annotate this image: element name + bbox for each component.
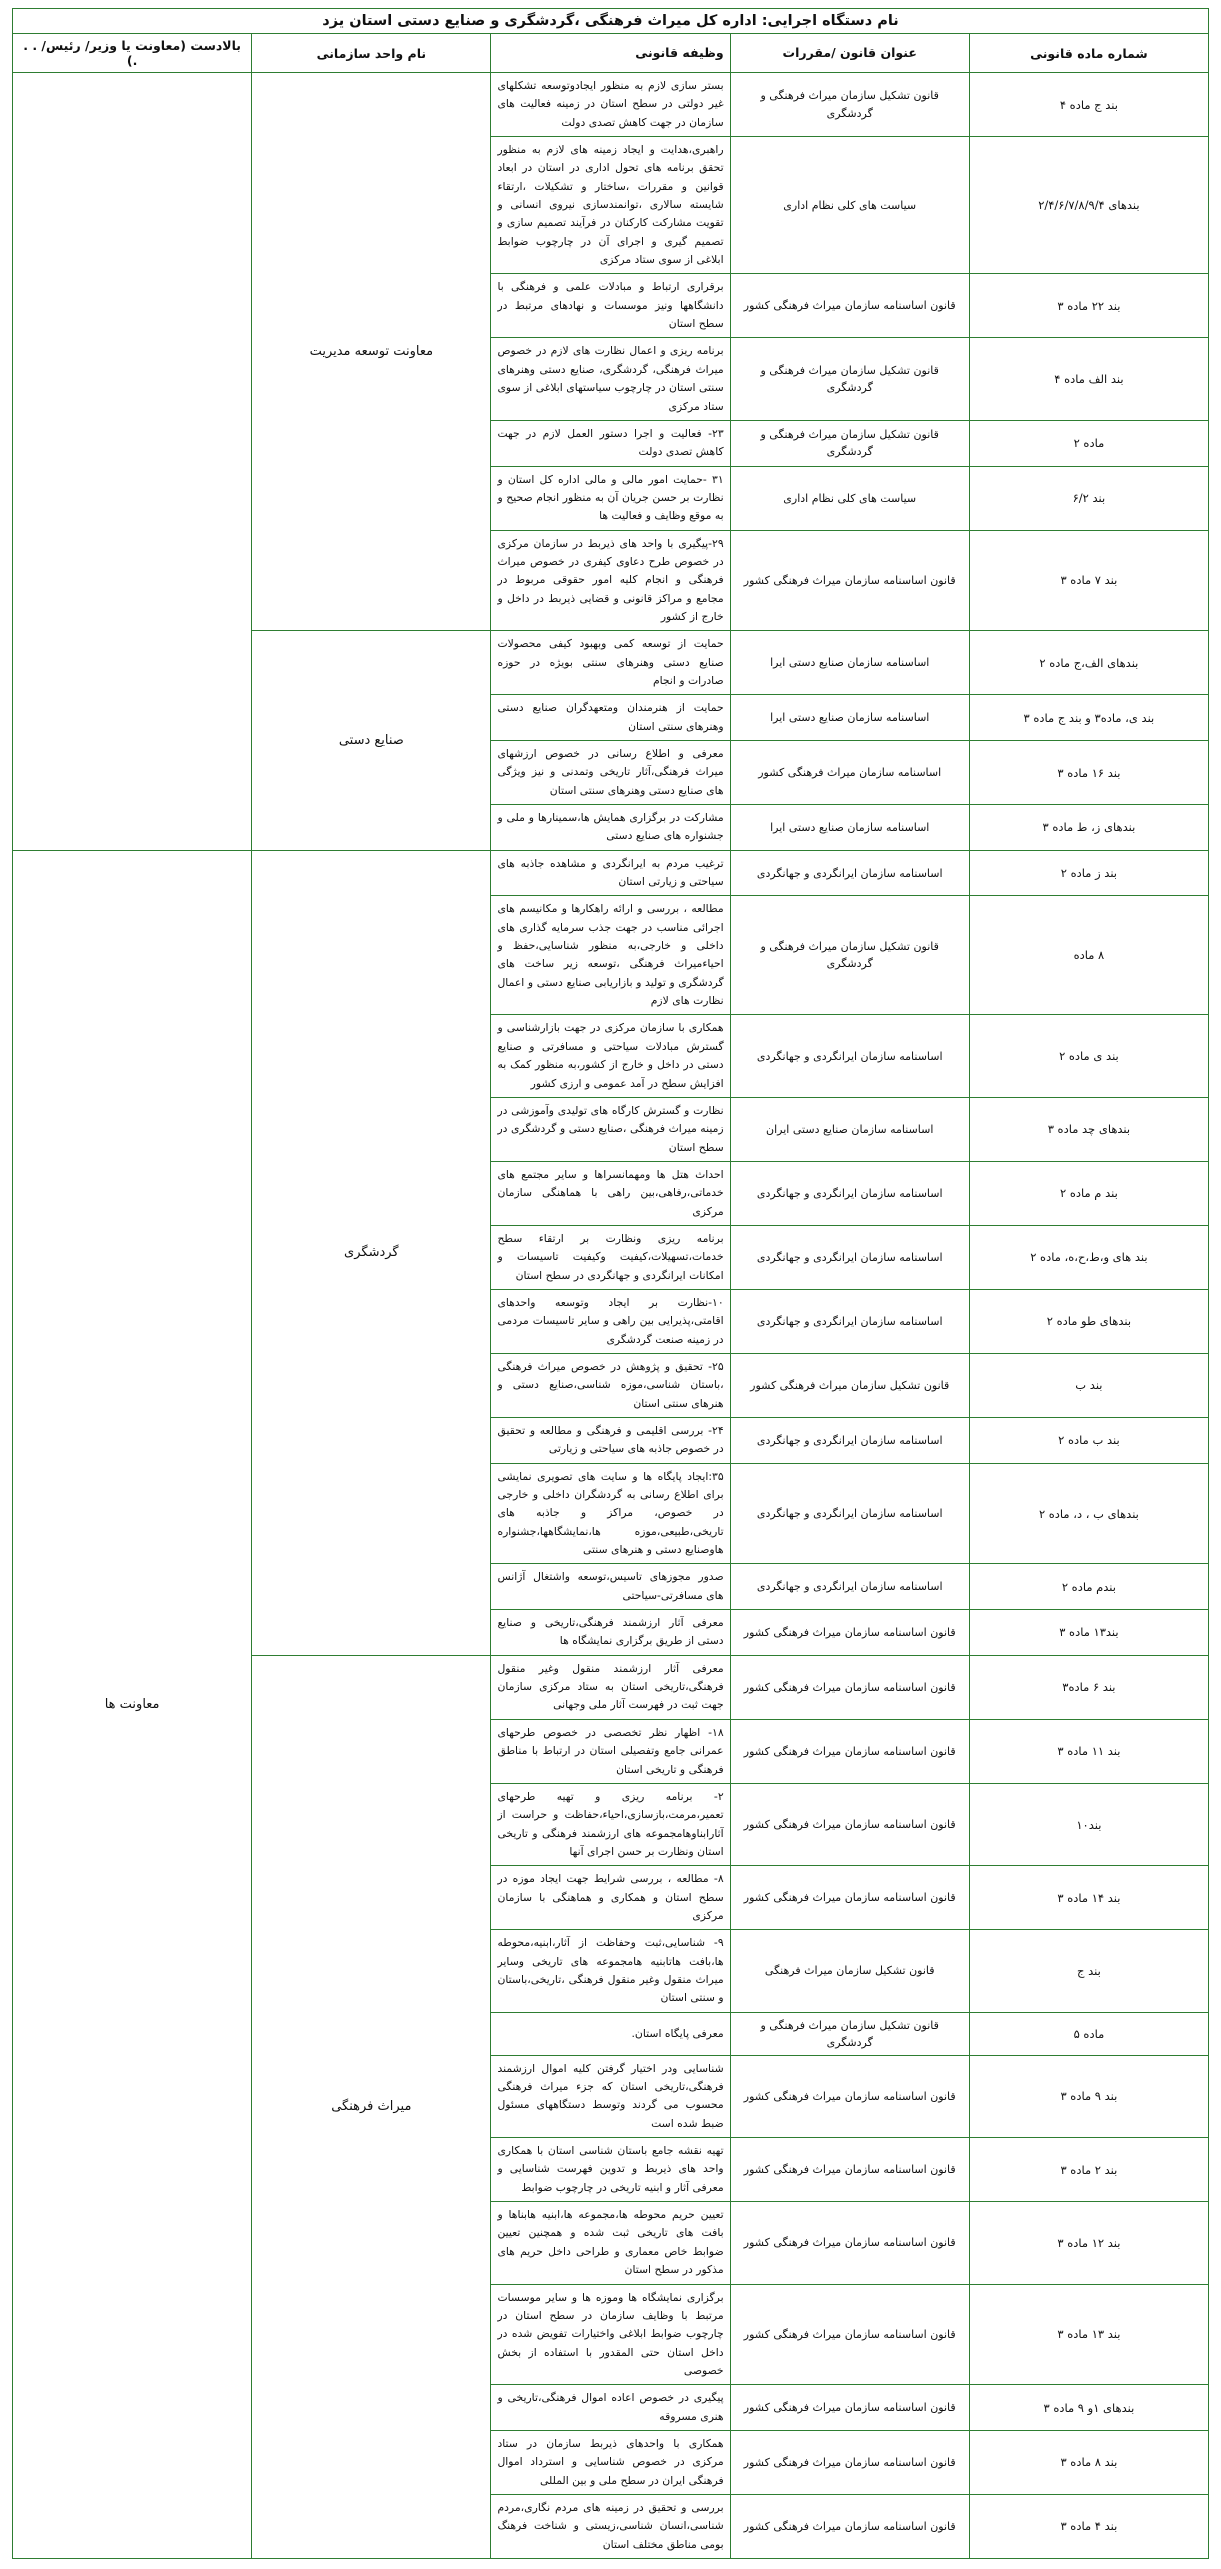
column-header-law-name: عنوان قانون /مقررات — [730, 34, 969, 73]
document-title-row — [13, 9, 1209, 34]
cell-duty: معرفی پایگاه استان. — [491, 2012, 730, 2055]
cell-law-name: قانون اساسنامه سازمان میراث فرهنگی کشور — [730, 1655, 969, 1719]
column-header-duty: وظیفه قانونی — [491, 34, 730, 73]
cell-law-name: اساسنامه سازمان صنایع دستی ایرا — [730, 695, 969, 741]
cell-duty: همکاری با واحدهای ذیربط سازمان در ستاد مرکزی در خصوص شناسایی و استرداد اموال فرهنگی ایران در سطح ملی و بین المللی — [491, 2430, 730, 2494]
cell-law-name: قانون اساسنامه سازمان میراث فرهنگی کشور — [730, 530, 969, 631]
cell-law-name: قانون تشکیل سازمان میراث فرهنگی کشور — [730, 1353, 969, 1417]
cell-law-number: بند ۲۲ ماده ۳ — [969, 274, 1208, 338]
cell-law-number: بند ۱۳ ماده ۳ — [969, 2284, 1208, 2385]
cell-duty: مشارکت در برگزاری همایش ها،سمینارها و ملی و جشنواره های صنایع دستی — [491, 805, 730, 851]
cell-duty: ۲۵- تحقیق و پژوهش در خصوص میراث فرهنگی ،باستان شناسی،موزه شناسی،صنایع دستی و هنرهای سنتی استان — [491, 1353, 730, 1417]
cell-duty: برنامه ریزی ونظارت بر ارتقاء سطح خدمات،تسهیلات،کیفیت وکیفیت تاسیسات و امکانات ایرانگردی و جهانگردی در سطح استان — [491, 1225, 730, 1289]
cell-law-number: بندهای ب ، د، ماده ۲ — [969, 1463, 1208, 1564]
column-header-unit: نام واحد سازمانی — [252, 34, 491, 73]
cell-law-number: بندم ماده ۲ — [969, 1564, 1208, 1610]
cell-law-name: سیاست های کلی نظام اداری — [730, 137, 969, 274]
cell-law-name: اساسنامه سازمان ایرانگردی و جهانگردی — [730, 1015, 969, 1097]
cell-law-name: قانون اساسنامه سازمان میراث فرهنگی کشور — [730, 2055, 969, 2137]
cell-unit-name: گردشگری — [252, 850, 491, 1655]
cell-duty: تعیین حریم محوطه ها،مجموعه ها،ابنیه هابناها و بافت های تاریخی ثبت شده و همچنین تعیین ضوابط خاص معماری و طراحی داخل حریم های مذکور در سطح استان — [491, 2202, 730, 2284]
cell-law-name: قانون اساسنامه سازمان میراث فرهنگی کشور — [730, 2385, 969, 2431]
cell-duty: راهبری،هدایت و ایجاد زمینه های لازم به منظور تحقق برنامه های تحول اداری در استان در ابعاد قوانین و مقررات ،ساختار و تشکیلات ،ارتقاء شایسته سالاری ،توانمندسازی نیروی انسانی و تقویت مشارکت کارکنان در فرآیند تصمیم سازی و تصمیم گیری و اجرای آن در چارچوب ضوابط ابلاغی از سوی ستاد مرکزی — [491, 137, 730, 274]
cell-top-level: معاونت ها — [13, 850, 252, 2558]
cell-law-number: بند ۱۴ ماده ۳ — [969, 1866, 1208, 1930]
cell-law-name: اساسنامه سازمان ایرانگردی و جهانگردی — [730, 850, 969, 896]
cell-duty: معرفی آثار ارزشمند منقول وغیر منقول فرهنگی،تاریخی استان به ستاد مرکزی سازمان جهت ثبت در فهرست آثار ملی وجهانی — [491, 1655, 730, 1719]
cell-law-number: بند۱۳ ماده ۳ — [969, 1610, 1208, 1656]
cell-duty: پیگیری در خصوص اعاده اموال فرهنگی،تاریخی و هنری مسروقه — [491, 2385, 730, 2431]
cell-law-number: بند ۶/۲ — [969, 466, 1208, 530]
cell-law-name: قانون اساسنامه سازمان میراث فرهنگی کشور — [730, 1719, 969, 1783]
cell-duty: برگزاری نمایشگاه ها وموزه ها و سایر موسسات مرتبط با وظایف سازمان در سطح استان در چارچوب ضوابط ابلاغی واختیارات تفویض شده در داخل استان حتی المقدور با استفاده از بخش خصوصی — [491, 2284, 730, 2385]
cell-duty: تهیه نقشه جامع باستان شناسی استان با همکاری واحد های ذیربط و تدوین فهرست شناسایی و معرفی آثار و ابنیه تاریخی در چارچوب ضوابط — [491, 2138, 730, 2202]
cell-law-number: بند ۴ ماده ۳ — [969, 2494, 1208, 2558]
cell-law-number: ماده ۵ — [969, 2012, 1208, 2055]
cell-law-number: بند ۱۱ ماده ۳ — [969, 1719, 1208, 1783]
cell-law-name: قانون تشکیل سازمان میراث فرهنگی و گردشگری — [730, 2012, 969, 2055]
cell-law-number: بندهای ز، ط ماده ۳ — [969, 805, 1208, 851]
cell-law-number: بند ۷ ماده ۳ — [969, 530, 1208, 631]
cell-duty: ۳۵:ایجاد پایگاه ها و سایت های تصویری نمایشی برای اطلاع رسانی به گردشگران داخلی و خارجی در خصوص، مراکز و جاذبه های تاریخی،طبیعی،موزه ها،نمایشگاهها،جشنواره هاوصنایع دستی و هنرهای سنتی — [491, 1463, 730, 1564]
cell-law-name: قانون اساسنامه سازمان میراث فرهنگی کشور — [730, 1866, 969, 1930]
cell-law-number: بند ی، ماده۳ و بند ج ماده ۳ — [969, 695, 1208, 741]
cell-law-name: اساسنامه سازمان ایرانگردی و جهانگردی — [730, 1225, 969, 1289]
cell-law-number: بند ز ماده ۲ — [969, 850, 1208, 896]
cell-law-number: بند ۹ ماده ۳ — [969, 2055, 1208, 2137]
cell-duty: نظارت و گسترش کارگاه های تولیدی وآموزشی در زمینه میراث فرهنگی ،صنایع دستی و گردشگری در سطح استان — [491, 1097, 730, 1161]
cell-law-name: قانون تشکیل سازمان میراث فرهنگی و گردشگری — [730, 896, 969, 1015]
cell-duty: برقراری ارتباط و مبادلات علمی و فرهنگی با دانشگاهها ونیز موسسات و نهادهای مرتبط در سطح استان — [491, 274, 730, 338]
legal-duties-table — [12, 8, 1209, 2559]
cell-duty: ۹- شناسایی،ثبت وحفاظت از آثار،ابنیه،محوطه ها،بافت هاتابنیه هامجموعه های تاریخی وسایر میراث منقول وغیر منقول فرهنگی ،تاریخی،باستان و سنتی استان — [491, 1930, 730, 2012]
cell-law-number: بند ۱۲ ماده ۳ — [969, 2202, 1208, 2284]
cell-duty: ۳۱ -حمایت امور مالی و مالی اداره کل استان و نظارت بر حسن جریان آن به منظور انجام صحیح و به موقع وظایف و فعالیت ها — [491, 466, 730, 530]
cell-duty: حمایت از هنرمندان ومتعهدگران صنایع دستی وهنرهای سنتی استان — [491, 695, 730, 741]
cell-law-name: اساسنامه سازمان میراث فرهنگی کشور — [730, 741, 969, 805]
cell-duty: احداث هتل ها ومهمانسراها و سایر مجتمع های خدماتی،رفاهی،بین راهی با هماهنگی سازمان مرکزی — [491, 1161, 730, 1225]
table-header-row — [13, 34, 1209, 73]
cell-law-number: بندهای ۱و ۹ ماده ۳ — [969, 2385, 1208, 2431]
cell-law-number: بند های و،ط،ح،ه، ماده ۲ — [969, 1225, 1208, 1289]
cell-duty: ۱۰-نظارت بر ایجاد وتوسعه واحدهای اقامتی،پذیرایی بین راهی و سایر تاسیسات مردمی در زمینه صنعت گردشگری — [491, 1289, 730, 1353]
cell-duty: صدور مجوزهای تاسیس،توسعه واشتغال آژانس های مسافرتی-سیاحتی — [491, 1564, 730, 1610]
cell-duty: معرفی و اطلاع رسانی در خصوص ارزشهای میراث فرهنگی،آثار تاریخی وتمدنی و نیز ویژگی های صنایع دستی وهنرهای سنتی استان — [491, 741, 730, 805]
cell-law-number: بندهای ۲/۴/۶/۷/۸/۹/۴ — [969, 137, 1208, 274]
cell-law-number: بندهای الف،ج ماده ۲ — [969, 631, 1208, 695]
cell-law-number: بند ۸ ماده ۳ — [969, 2430, 1208, 2494]
table-row — [13, 73, 1209, 137]
cell-law-number: بند ب — [969, 1353, 1208, 1417]
cell-law-name: قانون اساسنامه سازمان میراث فرهنگی کشور — [730, 2430, 969, 2494]
column-header-top-level: بالادست (معاونت یا وزیر/ رئیس/ . . .) — [13, 34, 252, 73]
cell-law-name: قانون اساسنامه سازمان میراث فرهنگی کشور — [730, 1783, 969, 1865]
cell-law-number: بند ۶ ماده۳ — [969, 1655, 1208, 1719]
cell-law-name: قانون اساسنامه سازمان میراث فرهنگی کشور — [730, 1610, 969, 1656]
cell-unit-name: میراث فرهنگی — [252, 1655, 491, 2558]
cell-duty: همکاری با سازمان مرکزی در جهت بازارشناسی و گسترش مبادلات سیاحتی و مسافرتی و صنایع دستی در داخل و خارج از کشور،به منظور کمک به افزایش سطح در آمد عمومی و ارزی کشور — [491, 1015, 730, 1097]
table-body — [13, 9, 1209, 2559]
cell-law-name: اساسنامه سازمان ایرانگردی و جهانگردی — [730, 1564, 969, 1610]
cell-duty: بستر سازی لازم به منظور ایجادوتوسعه تشکلهای غیر دولتی در سطح استان در زمینه فعالیت های سازمان در جهت کاهش تصدی دولت — [491, 73, 730, 137]
cell-law-number: بند۱۰ — [969, 1783, 1208, 1865]
cell-law-name: قانون تشکیل سازمان میراث فرهنگی و گردشگری — [730, 338, 969, 420]
cell-law-number: بند ب ماده ۲ — [969, 1418, 1208, 1464]
cell-duty: مطالعه ، بررسی و ارائه راهکارها و مکانیسم های اجرائی مناسب در جهت جذب سرمایه گذاری های داخلی و خارجی،به منظور شناسایی،حفظ و احیاءمیراث فرهنگی ،توسعه زیر ساخت های گردشگری و تولید و بازاریابی صنایع دستی و اعمال نظارت های لازم — [491, 896, 730, 1015]
cell-law-name: اساسنامه سازمان ایرانگردی و جهانگردی — [730, 1289, 969, 1353]
cell-law-number: بند الف ماده ۴ — [969, 338, 1208, 420]
cell-duty: بررسی و تحقیق در زمینه های مردم نگاری،مردم شناسی،انسان شناسی،زیستی و شناخت فرهنگ بومی مناطق مختلف استان — [491, 2494, 730, 2558]
cell-law-name: اساسنامه سازمان صنایع دستی ایرا — [730, 631, 969, 695]
cell-law-name: قانون اساسنامه سازمان میراث فرهنگی کشور — [730, 2284, 969, 2385]
cell-law-name: قانون تشکیل سازمان میراث فرهنگی و گردشگری — [730, 73, 969, 137]
cell-law-name: سیاست های کلی نظام اداری — [730, 466, 969, 530]
cell-law-number: بندهای طو ماده ۲ — [969, 1289, 1208, 1353]
cell-law-name: اساسنامه سازمان ایرانگردی و جهانگردی — [730, 1161, 969, 1225]
cell-law-number: ۸ ماده — [969, 896, 1208, 1015]
cell-law-name: اساسنامه سازمان صنایع دستی ایرا — [730, 805, 969, 851]
cell-unit-name: صنایع دستی — [252, 631, 491, 850]
cell-duty: ۲۴- بررسی اقلیمی و فرهنگی و مطالعه و تحقیق در خصوص جاذبه های سیاحتی و زیارتی — [491, 1418, 730, 1464]
column-header-law-number: شماره ماده قانونی — [969, 34, 1208, 73]
cell-duty: حمایت از توسعه کمی وبهبود کیفی محصولات صنایع دستی وهنرهای سنتی بویژه در حوزه صادرات و انجام — [491, 631, 730, 695]
cell-duty: معرفی آثار ارزشمند فرهنگی،تاریخی و صنایع دستی از طریق برگزاری نمایشگاه ها — [491, 1610, 730, 1656]
cell-duty: ۲- برنامه ریزی و تهیه طرحهای تعمیر،مرمت،بازسازی،احیاء،حفاظت و حراست از آثارابناوهامجموعه های ارزشمند فرهنگی و تاریخی استان ونظارت بر حسن اجرای آنها — [491, 1783, 730, 1865]
cell-law-name: قانون اساسنامه سازمان میراث فرهنگی کشور — [730, 2494, 969, 2558]
cell-law-name: قانون تشکیل سازمان میراث فرهنگی — [730, 1930, 969, 2012]
cell-law-name: قانون اساسنامه سازمان میراث فرهنگی کشور — [730, 274, 969, 338]
cell-duty: ۲۹-پیگیری با واحد های ذیربط در سازمان مرکزی در خصوص طرح دعاوی کیفری در خصوص میراث فرهنگی و انجام کلیه امور حقوقی مربوط در مجامع و مراکز قانونی و قضایی ذیربط در داخل و خارج از کشور — [491, 530, 730, 631]
page-title: نام دستگاه اجرایی: اداره کل میراث فرهنگی ،گردشگری و صنایع دستی استان یزد — [13, 9, 1209, 34]
cell-law-number: بند ۲ ماده ۳ — [969, 2138, 1208, 2202]
cell-law-name: قانون تشکیل سازمان میراث فرهنگی و گردشگری — [730, 420, 969, 466]
cell-law-name: اساسنامه سازمان ایرانگردی و جهانگردی — [730, 1418, 969, 1464]
table-row — [13, 850, 1209, 896]
cell-law-number: بندهای چد ماده ۳ — [969, 1097, 1208, 1161]
cell-duty: ۱۸- اظهار نظر تخصصی در خصوص طرحهای عمرانی جامع وتفصیلی استان در ارتباط با مناطق فرهنگی و تاریخی استان — [491, 1719, 730, 1783]
cell-law-name: اساسنامه سازمان صنایع دستی ایران — [730, 1097, 969, 1161]
cell-law-number: ماده ۲ — [969, 420, 1208, 466]
cell-law-number: بند ج — [969, 1930, 1208, 2012]
cell-duty: ۲۳- فعالیت و اجرا دستور العمل لازم در جهت کاهش تصدی دولت — [491, 420, 730, 466]
cell-duty: ترغیب مردم به ایرانگردی و مشاهده جاذبه های سیاحتی و زیارتی استان — [491, 850, 730, 896]
cell-duty: ۸- مطالعه ، بررسی شرایط جهت ایجاد موزه در سطح استان و همکاری و هماهنگی با سازمان مرکزی — [491, 1866, 730, 1930]
cell-law-name: اساسنامه سازمان ایرانگردی و جهانگردی — [730, 1463, 969, 1564]
cell-law-name: قانون اساسنامه سازمان میراث فرهنگی کشور — [730, 2138, 969, 2202]
cell-law-number: بند ج ماده ۴ — [969, 73, 1208, 137]
cell-law-number: بند ی ماده ۲ — [969, 1015, 1208, 1097]
cell-duty: شناسایی ودر اختیار گرفتن کلیه اموال ارزشمند فرهنگی،تاریخی استان که جزء میراث فرهنگی محسوب می گردند وتوسط دستگاههای مسئول ضبط شده است — [491, 2055, 730, 2137]
cell-law-number: بند ۱۶ ماده ۳ — [969, 741, 1208, 805]
cell-duty: برنامه ریزی و اعمال نظارت های لازم در خصوص میراث فرهنگی، گردشگری، صنایع دستی وهنرهای سنتی استان در چارچوب سیاستهای ابلاغی از سوی ستاد مرکزی — [491, 338, 730, 420]
cell-unit-name: معاونت توسعه مدیریت — [252, 73, 491, 631]
cell-law-number: بند م ماده ۲ — [969, 1161, 1208, 1225]
cell-law-name: قانون اساسنامه سازمان میراث فرهنگی کشور — [730, 2202, 969, 2284]
cell-top-level — [13, 73, 252, 851]
